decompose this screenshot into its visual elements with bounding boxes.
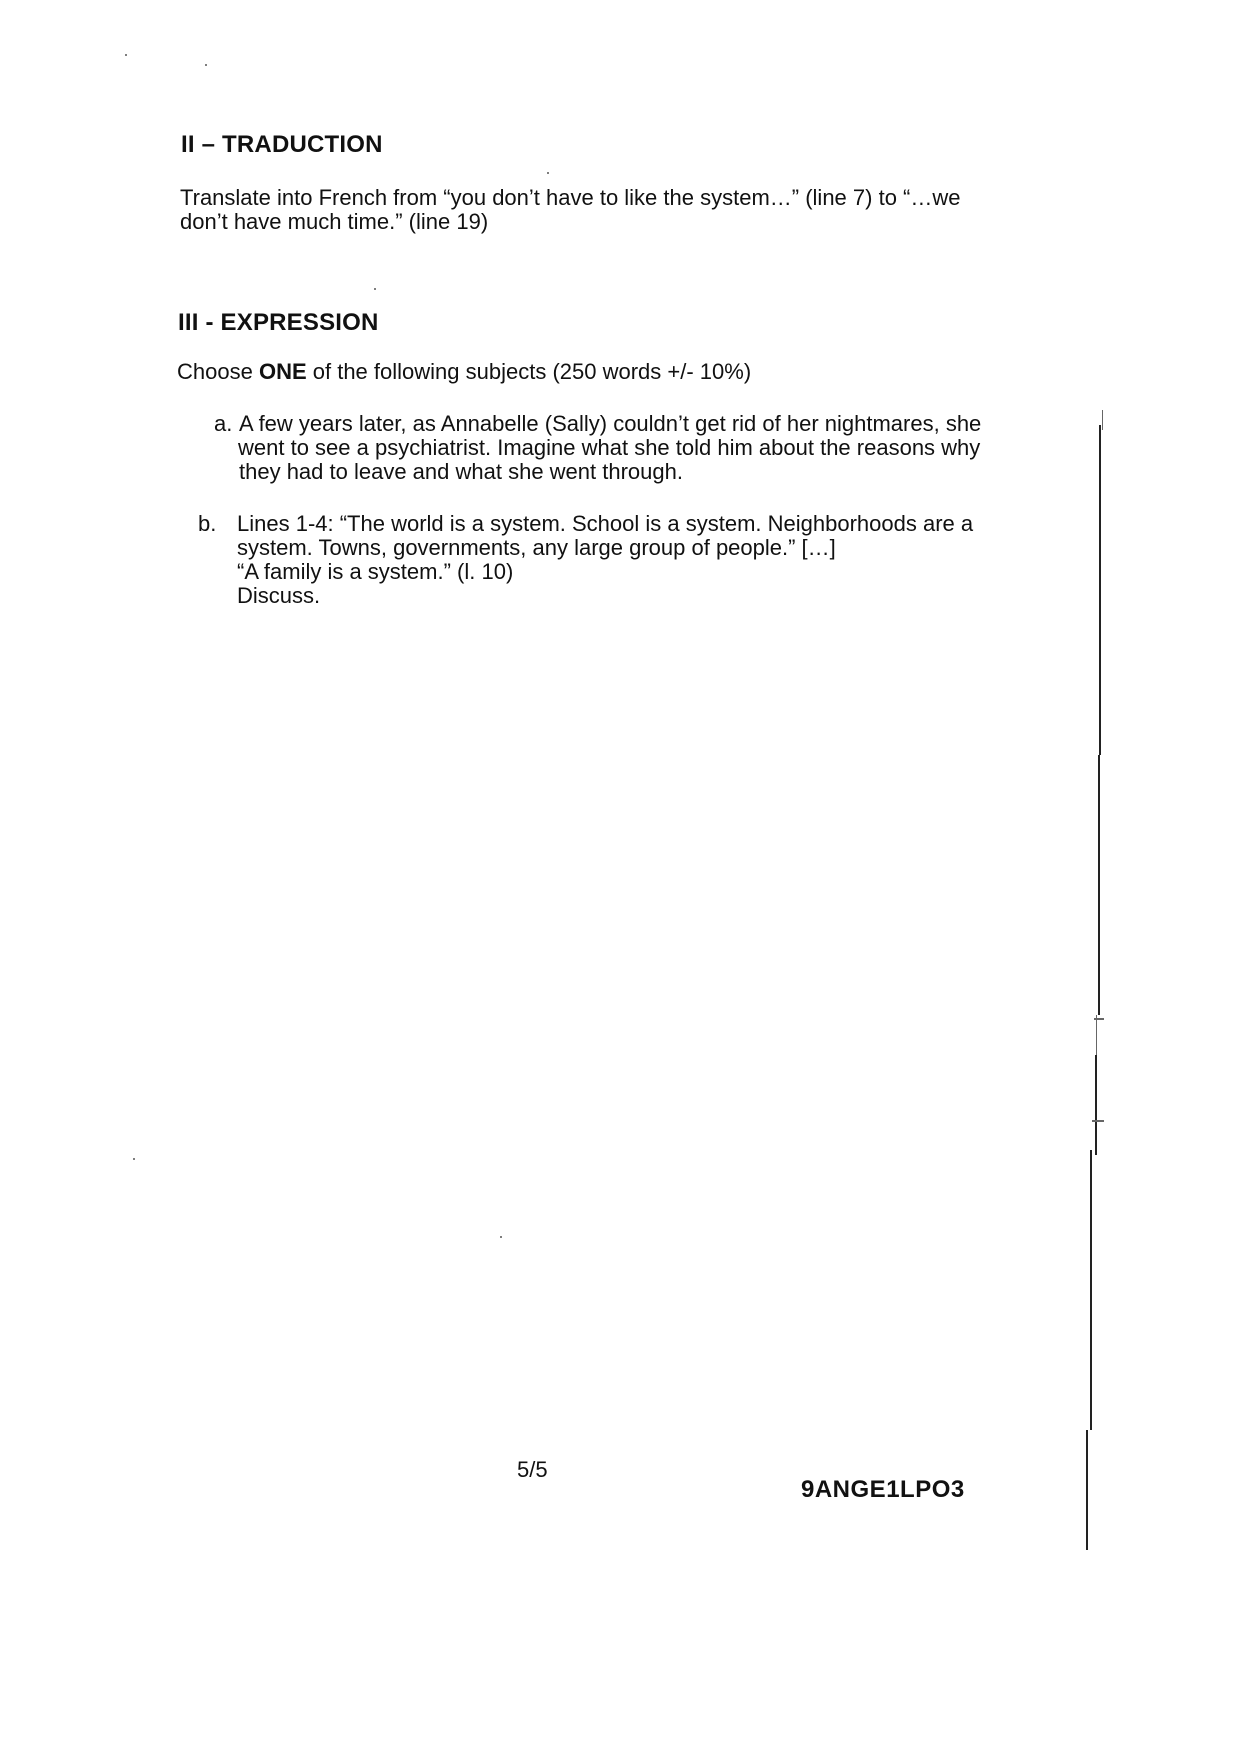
scan-speck [547,172,549,174]
scan-speck [125,54,127,56]
scan-edge-tick [1094,1018,1104,1020]
scan-speck [133,1158,135,1160]
list-marker: a. [214,411,233,436]
list-marker: b. [198,511,217,536]
choose-emphasis: ONE [258,359,307,384]
subject-option-text [237,512,973,608]
traduction-instruction [180,186,1020,234]
scan-edge-line [1090,1150,1092,1430]
document-code: 9ANGE1LPO3 [801,1476,965,1503]
choose-instruction [177,360,751,384]
scan-speck [500,1236,502,1238]
subject-line: they had to leave and what she went through. [239,459,683,484]
scan-edge-line [1098,755,1100,1015]
subject-line: went to see a psychiatrist. Imagine what she told him about the reasons why [238,435,981,460]
subject-line: “A family is a system.” (l. 10) [237,559,514,584]
subject-line: A few years later, as Annabelle (Sally) couldn’t get rid of her nightmares, she [239,411,982,436]
scan-edge-line [1096,1015,1097,1055]
page-number: 5/5 [517,1457,548,1482]
choose-suffix: of the following subjects (250 words +/- 10%) [306,359,752,384]
subject-line: Discuss. [237,583,321,608]
choose-prefix: Choose [177,359,259,384]
section-traduction-heading: II – TRADUCTION [181,131,383,158]
subject-option-text [239,412,981,484]
traduction-instruction-line: don’t have much time.” (line 19) [180,209,489,234]
subject-option-b [198,512,1018,622]
scan-edge-line [1102,410,1103,430]
subject-line: system. Towns, governments, any large group of people.” […] [237,535,836,560]
section-expression-heading: III - EXPRESSION [178,309,379,336]
traduction-instruction-line: Translate into French from “you don’t have to like the system…” (line 7) to “…we [180,185,961,210]
subject-line: Lines 1-4: “The world is a system. School is a system. Neighborhoods are a [237,511,974,536]
scan-edge-tick [1092,1120,1104,1122]
scan-edge-line [1086,1430,1088,1550]
scan-speck [374,288,376,290]
scan-edge-line [1095,1055,1097,1155]
scan-speck [205,64,207,66]
subject-option-a [214,412,1014,492]
scan-edge-line [1099,425,1101,755]
